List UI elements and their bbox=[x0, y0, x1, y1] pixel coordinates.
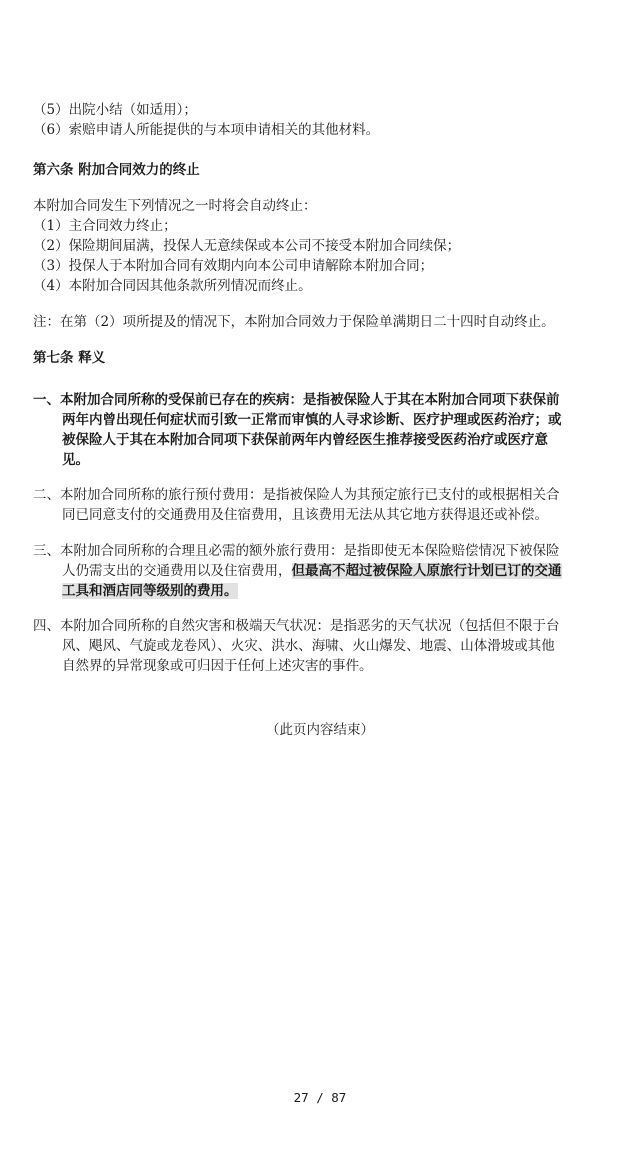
page-number: 27 / 87 bbox=[293, 1090, 347, 1105]
list-item-6: （6）索赔申请人所能提供的与本项申请相关的其他材料。 bbox=[33, 122, 380, 138]
article-6-note: 注：在第（2）项所提及的情况下，本附加合同效力于保险单满期日二十四时自动终止。 bbox=[33, 314, 555, 330]
definition-1-line-4: 见。 bbox=[62, 452, 89, 468]
definition-4-line-3: 自然界的异常现象或可归因于任何上述灾害的事件。 bbox=[62, 658, 373, 674]
definition-3-line-1: 三、本附加合同所称的合理且必需的额外旅行费用：是指即使无本保险赔偿情况下被保险 bbox=[33, 543, 560, 559]
article-6-title: 第六条 附加合同效力的终止 bbox=[33, 162, 200, 178]
definition-3-highlight: 但最高不超过被保险人原旅行计划已订的交通 bbox=[291, 563, 562, 579]
definition-3-plain-text: 人仍需支出的交通费用以及住宿费用， bbox=[62, 563, 292, 579]
list-item-5: （5）出院小结（如适用）； bbox=[33, 102, 197, 118]
definition-2-line-1: 二、本附加合同所称的旅行预付费用：是指被保险人为其预定旅行已支付的或根据相关合 bbox=[33, 487, 560, 503]
definition-3-highlight-end: 工具和酒店同等级别的费用。 bbox=[62, 583, 238, 599]
article-7-title: 第七条 释义 bbox=[33, 350, 106, 366]
definition-1-line-1: 一、本附加合同所称的受保前已存在的疾病：是指被保险人于其在本附加合同项下获保前 bbox=[33, 392, 560, 408]
definition-3-line-3 bbox=[62, 581, 238, 601]
definition-3-line-2 bbox=[62, 561, 562, 581]
article-6-item-3: （3）投保人于本附加合同有效期内向本公司申请解除本附加合同； bbox=[33, 258, 434, 274]
article-6-item-1: （1）主合同效力终止； bbox=[33, 218, 177, 234]
definition-2-line-2: 同已同意支付的交通费用及住宿费用，且该费用无法从其它地方获得退还或补偿。 bbox=[62, 507, 548, 523]
article-6-item-2: （2）保险期间届满，投保人无意续保或本公司不接受本附加合同续保； bbox=[33, 238, 461, 254]
definition-1-line-2: 两年内曾出现任何症状而引致一正常而审慎的人寻求诊断、医疗护理或医药治疗；或 bbox=[62, 412, 562, 428]
definition-4-line-1: 四、本附加合同所称的自然灾害和极端天气状况：是指恶劣的天气状况（包括但不限于台 bbox=[33, 618, 560, 634]
definition-1-line-3: 被保险人于其在本附加合同项下获保前两年内曾经医生推荐接受医药治疗或医疗意 bbox=[62, 432, 548, 448]
article-6-item-4: （4）本附加合同因其他条款所列情况而终止。 bbox=[33, 278, 312, 294]
end-of-page-note: （此页内容结束） bbox=[266, 722, 374, 738]
article-6-intro: 本附加合同发生下列情况之一时将会自动终止： bbox=[33, 198, 317, 214]
definition-4-line-2: 风、飓风、气旋或龙卷风）、火灾、洪水、海啸、火山爆发、地震、山体滑坡或其他 bbox=[62, 638, 555, 654]
